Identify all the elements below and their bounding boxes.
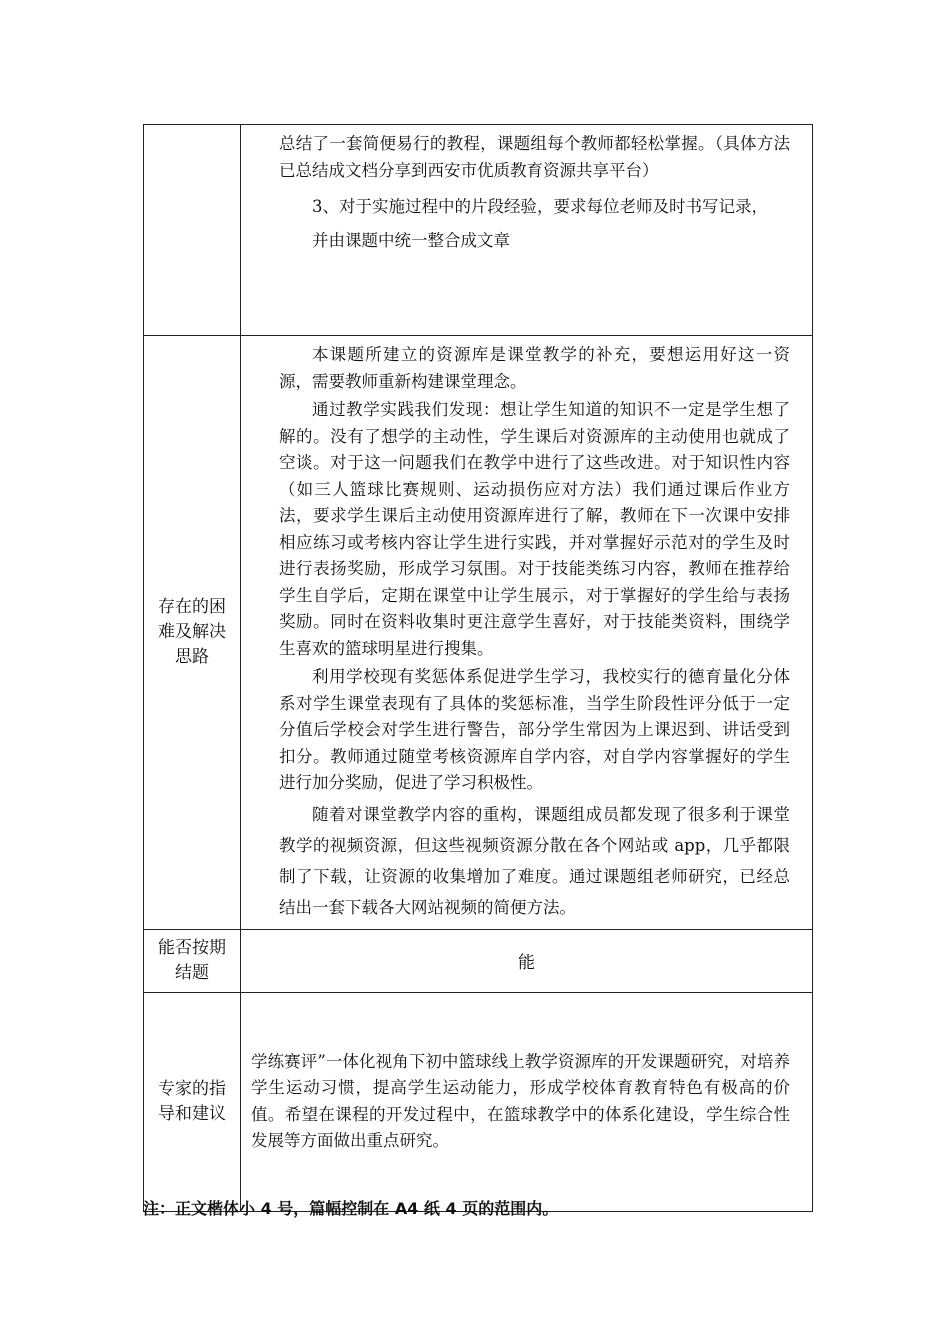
paragraph: 并由课题中统一整合成文章 [312, 231, 510, 250]
table-row-difficulties [144, 336, 813, 930]
completion-value: 能 [241, 929, 813, 992]
row-label-empty [144, 125, 241, 336]
paragraph: 利用学校现有奖惩体系促进学生学习，我校实行的德育量化分体系对学生课堂表现有了具体的奖惩标准，当学生阶段性评分低于一定分值后学校会对学生进行警告，部分学生常因为上课迟到、讲话受到扣分。教师通过随堂考核资源库自学内容，对自学内容掌握好的学生进行加分奖励，促进了学习积极性。 [279, 667, 790, 792]
table-row-implementation [144, 125, 813, 336]
expert-content [241, 992, 813, 1211]
paragraph: 本课题所建立的资源库是课堂教学的补充，要想运用好这一资源，需要教师重新构建课堂理念。 [279, 345, 790, 391]
paragraph: 随着对课堂教学内容的重构，课题组成员都发现了很多利于课堂教学的视频资源，但这些视频资源分散在各个网站或 app，几乎都限制了下载，让资源的收集增加了难度。通过课题组老师研究，已经总结出一套下载各大网站视频的简便方法。 [279, 804, 790, 917]
paragraph: 通过教学实践我们发现：想让学生知道的知识不一定是学生想了解的。没有了想学的主动性，学生课后对资源库的主动使用也就成了空谈。对于这一问题我们在教学中进行了这些改进。对于知识性内容（如三人篮球比赛规则、运动损伤应对方法）我们通过课后作业方法，要求学生课后主动使用资源库进行了解，教师在下一次课中安排相应练习或考核内容让学生进行实践，并对掌握好示范对的学生及时进行表扬奖励，形成学习氛围。对于技能类练习内容，教师在推荐给学生自学后，定期在课堂中让学生展示，对于掌握好的学生给与表扬奖励。同时在资料收集时更注意学生喜好，对于技能类资料，围绕学生喜欢的篮球明星进行搜集。 [279, 400, 790, 658]
paragraph: 总结了一套简便易行的教程，课题组每个教师都轻松掌握。（具体方法已总结成文档分享到西安市优质教育资源共享平台） [279, 134, 790, 180]
implementation-content [241, 125, 813, 336]
difficulties-content [241, 336, 813, 930]
row-label-completion: 能否按期结题 [144, 929, 241, 992]
row-label-expert: 专家的指导和建议 [144, 992, 241, 1211]
footnote: 注：正文楷体小 4 号，篇幅控制在 A4 纸 4 页的范围内。 [143, 1199, 559, 1218]
paragraph: 3、对于实施过程中的片段经验，要求每位老师及时书写记录， [312, 197, 768, 216]
table-row-expert [144, 992, 813, 1211]
table-row-completion [144, 929, 813, 992]
paragraph: 学练赛评”一体化视角下初中篮球线上教学资源库的开发课题研究，对培养学生运动习惯，提高学生运动能力，形成学校体育教育特色有极高的价值。希望在课程的开发过程中，在篮球教学中的体系化建设，学生综合性发展等方面做出重点研究。 [251, 1051, 790, 1150]
row-label-difficulties: 存在的困难及解决思路 [144, 336, 241, 930]
report-table [143, 124, 813, 1212]
